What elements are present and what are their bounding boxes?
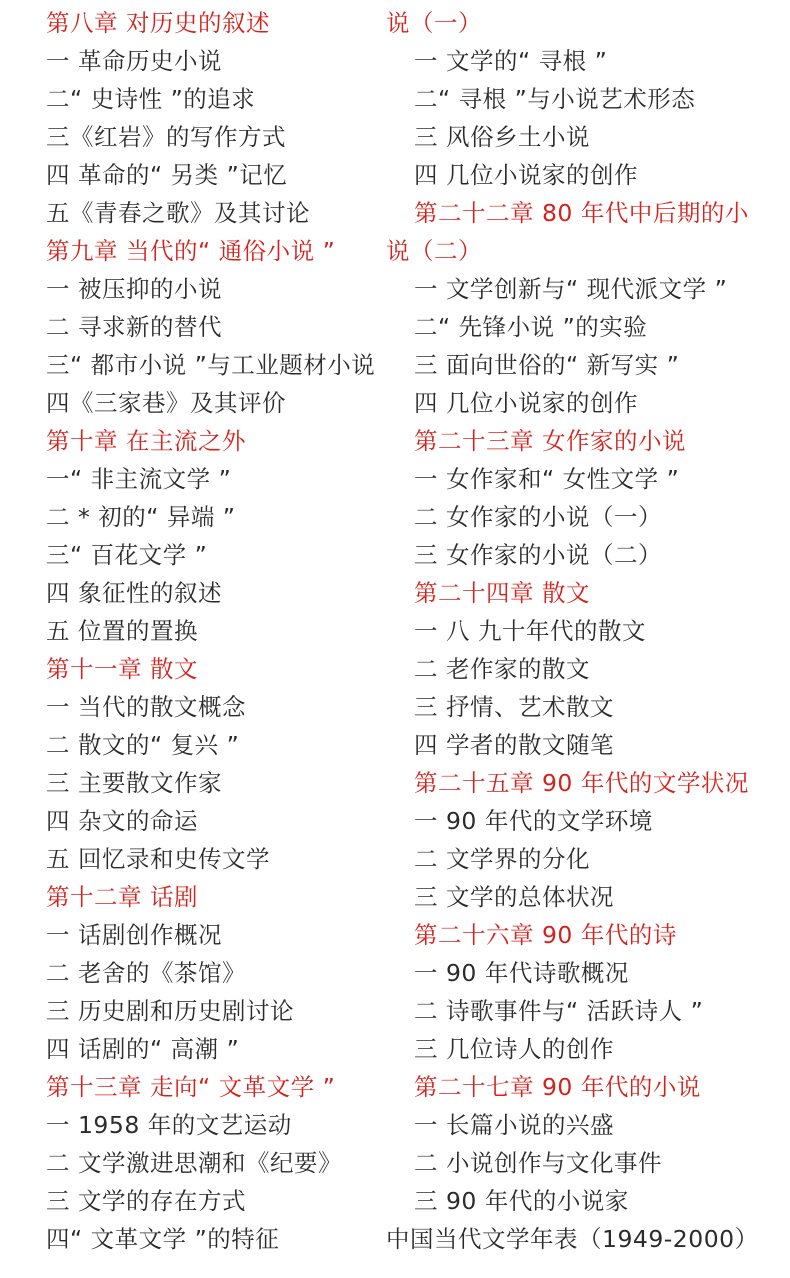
section-entry: 一“ 非主流文学 ” [46,465,232,493]
section-entry: 三“ 百花文学 ” [46,541,208,569]
section-entry: 一 女作家和“ 女性文学 ” [414,465,680,493]
section-entry: 三 女作家的小说（二） [414,541,662,569]
section-entry: 四 学者的散文随笔 [414,731,614,759]
section-entry: 二 老舍的《茶馆》 [46,959,246,987]
chapter-heading: 第十二章 话剧 [46,883,198,911]
section-entry: 四 革命的“ 另类 ”记忆 [46,161,288,189]
section-entry: 五 回忆录和史传文学 [46,845,270,873]
section-entry: 四 几位小说家的创作 [414,389,638,417]
section-entry: 一 革命历史小说 [46,47,222,75]
section-entry: 三 历史剧和历史剧讨论 [46,997,294,1025]
section-entry: 五 位置的置换 [46,617,198,645]
section-entry: 三“ 都市小说 ”与工业题材小说 [46,351,376,379]
section-entry: 三 风俗乡土小说 [414,123,590,151]
section-entry: 二 老作家的散文 [414,655,590,683]
section-entry: 三《红岩》的写作方式 [46,123,286,151]
section-entry: 二 * 初的“ 异端 ” [46,503,236,531]
chapter-heading: 第二十二章 80 年代中后期的小 [414,199,749,227]
chapter-heading: 说（二） [386,237,482,265]
section-entry: 一 八 九十年代的散文 [414,617,646,645]
section-entry: 三 文学的总体状况 [414,883,614,911]
section-entry: 一 1958 年的文艺运动 [46,1111,292,1139]
section-entry: 中国当代文学年表（1949-2000） [386,1225,759,1253]
section-entry: 四 话剧的“ 高潮 ” [46,1035,240,1063]
section-entry: 二 小说创作与文化事件 [414,1149,662,1177]
section-entry: 三 主要散文作家 [46,769,222,797]
section-entry: 三 90 年代的小说家 [414,1187,629,1215]
section-entry: 一 90 年代的文学环境 [414,807,653,835]
section-entry: 二 女作家的小说（一） [414,503,662,531]
chapter-heading: 第十章 在主流之外 [46,427,246,455]
section-entry: 一 长篇小说的兴盛 [414,1111,614,1139]
chapter-heading: 第八章 对历史的叙述 [46,9,270,37]
section-entry: 三 几位诗人的创作 [414,1035,614,1063]
section-entry: 二“ 寻根 ”与小说艺术形态 [414,85,696,113]
section-entry: 一 文学创新与“ 现代派文学 ” [414,275,728,303]
chapter-heading: 说（一） [386,9,482,37]
chapter-heading: 第二十七章 90 年代的小说 [414,1073,701,1101]
section-entry: 三 面向世俗的“ 新写实 ” [414,351,680,379]
chapter-heading: 第二十五章 90 年代的文学状况 [414,769,749,797]
section-entry: 一 话剧创作概况 [46,921,222,949]
chapter-heading: 第十一章 散文 [46,655,198,683]
section-entry: 二“ 史诗性 ”的追求 [46,85,256,113]
chapter-heading: 第九章 当代的“ 通俗小说 ” [46,237,336,265]
section-entry: 二“ 先锋小说 ”的实验 [414,313,648,341]
section-entry: 二 诗歌事件与“ 活跃诗人 ” [414,997,704,1025]
section-entry: 四“ 文革文学 ”的特征 [46,1225,280,1253]
section-entry: 二 散文的“ 复兴 ” [46,731,240,759]
section-entry: 一 当代的散文概念 [46,693,246,721]
section-entry: 一 90 年代诗歌概况 [414,959,629,987]
chapter-heading: 第二十四章 散文 [414,579,590,607]
section-entry: 二 寻求新的替代 [46,313,222,341]
chapter-heading: 第二十三章 女作家的小说 [414,427,686,455]
chapter-heading: 第十三章 走向“ 文革文学 ” [46,1073,336,1101]
section-entry: 二 文学激进思潮和《纪要》 [46,1149,342,1177]
section-entry: 二 文学界的分化 [414,845,590,873]
section-entry: 四 几位小说家的创作 [414,161,638,189]
section-entry: 四 杂文的命运 [46,807,198,835]
section-entry: 三 抒情、艺术散文 [414,693,614,721]
section-entry: 三 文学的存在方式 [46,1187,246,1215]
section-entry: 五《青春之歌》及其讨论 [46,199,310,227]
section-entry: 一 文学的“ 寻根 ” [414,47,608,75]
section-entry: 一 被压抑的小说 [46,275,222,303]
section-entry: 四 象征性的叙述 [46,579,222,607]
chapter-heading: 第二十六章 90 年代的诗 [414,921,677,949]
section-entry: 四《三家巷》及其评价 [46,389,286,417]
